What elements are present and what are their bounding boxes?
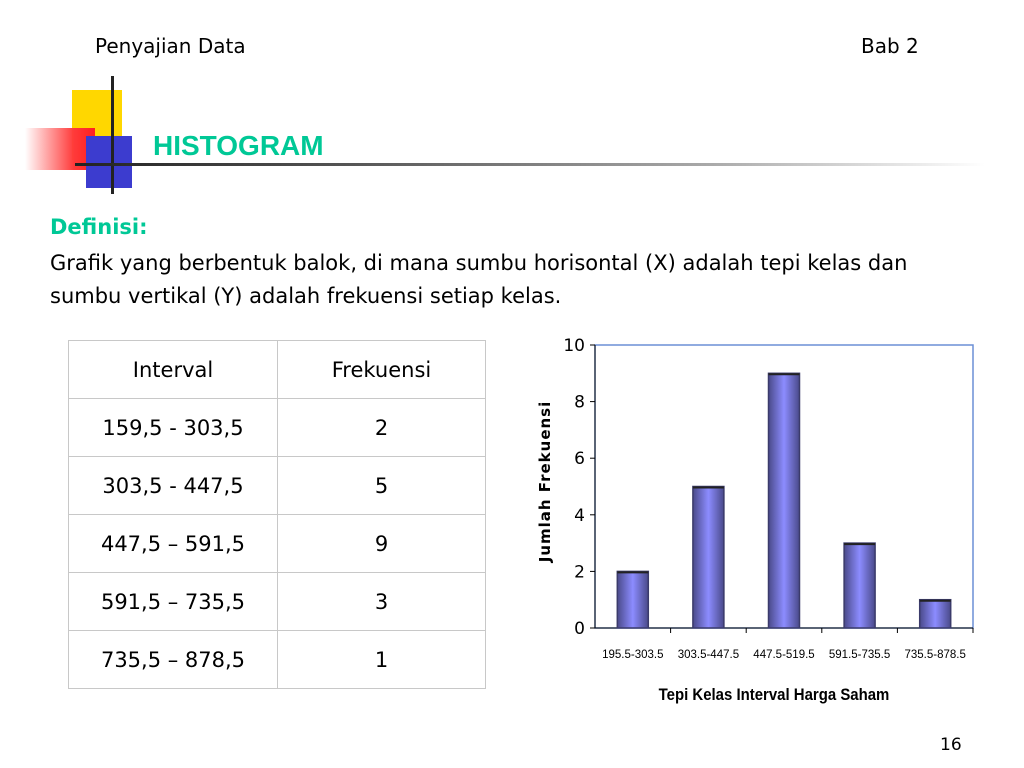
y-tick-label: 4 [574,505,585,526]
histogram-bar [844,543,875,628]
table-header-row [69,341,486,399]
table-row [69,631,486,689]
table-cell-frequency: 3 [278,573,486,631]
y-tick-label: 10 [563,336,585,356]
histogram-bar [617,571,648,628]
histogram-bar [693,487,724,629]
page-number: 16 [940,735,962,755]
x-tick-label: 195.5-303.5 [602,649,664,661]
table-cell-interval: 159,5 - 303,5 [69,399,278,457]
vertical-rule [111,76,114,194]
table-cell-interval: 591,5 – 735,5 [69,573,278,631]
x-tick-label: 591.5-735.5 [828,649,891,661]
table-header-frequency: Frekuensi [278,341,486,399]
table-cell-frequency: 1 [278,631,486,689]
table-cell-interval: 735,5 – 878,5 [69,631,278,689]
histogram-bar [769,373,800,628]
table-row [69,573,486,631]
frequency-table [68,340,486,689]
table-row [69,515,486,573]
title-underline [75,163,985,166]
table-cell-frequency: 5 [278,457,486,515]
y-tick-label: 6 [574,449,585,470]
table-cell-interval: 447,5 – 591,5 [69,515,278,573]
table-row [69,399,486,457]
table-cell-frequency: 9 [278,515,486,573]
table-header-interval: Interval [69,341,278,399]
definition-text: Grafik yang berbentuk balok, di mana sumbu horisontal (X) adalah tepi kelas dan sumbu vertikal (Y) adalah frekuensi setiap kelas. [50,251,908,308]
y-tick-label: 8 [574,392,585,413]
histogram-bar [920,600,951,628]
blue-square [86,136,132,188]
histogram-chart [520,330,990,720]
header-left: Penyajian Data [95,34,246,58]
x-tick-label: 447.5-519.5 [753,649,815,661]
decorative-logo [20,70,150,200]
x-axis-label: Tepi Kelas Interval Harga Saham [658,686,890,705]
table-cell-interval: 303,5 - 447,5 [69,457,278,515]
y-tick-label: 0 [574,619,585,639]
x-tick-label: 735.5-878.5 [904,649,966,661]
definition-heading: Definisi: [50,215,148,239]
y-axis-label: Jumlah Frekuensi [536,400,554,563]
slide-title: HISTOGRAM [153,130,324,161]
y-tick-label: 2 [574,562,585,583]
table-cell-frequency: 2 [278,399,486,457]
header-right: Bab 2 [861,34,919,58]
table-row [69,457,486,515]
x-tick-label: 303.5-447.5 [677,649,740,661]
